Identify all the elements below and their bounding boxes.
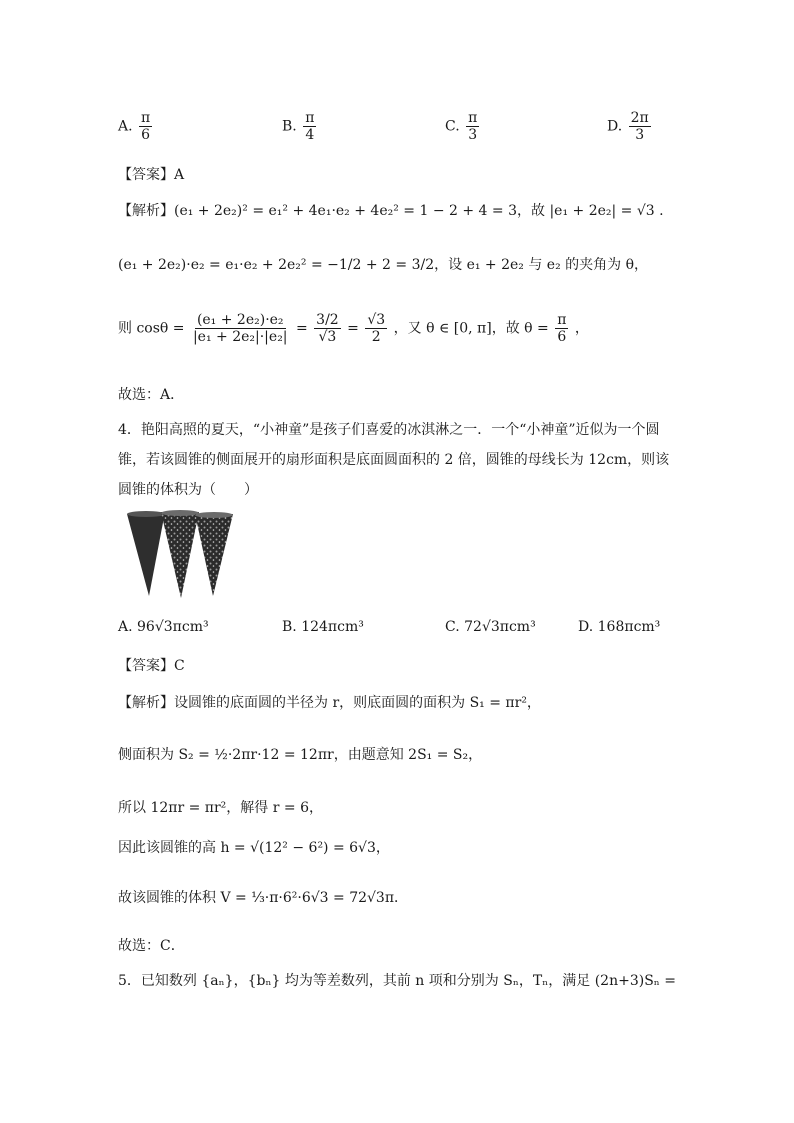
q3-option-c: C. $\frac{\pi}{3}$	[445, 110, 478, 144]
q3-analysis-line3: 则 cosθ = $\frac{\text{(e₁ + 2e₂)·e₂}}{\text{|e₁ + 2e₂|·|e₂|}}$ = $\frac{3/2}{√3}$ = $\frac{√3}{2}$ ，又 θ ∈ [0, π]，故 θ = $\frac{\pi}{6}$ ，	[118, 312, 589, 346]
ice-cream-cones-image	[125, 508, 235, 600]
q4-option-a: A. 96√3πcm³	[118, 619, 209, 635]
q3-option-a: A. $\frac{\pi}{6}$	[118, 110, 151, 144]
q4-analysis-line5: 故该圆锥的体积 V = ⅓·π·6²·6√3 = 72√3π．	[118, 890, 409, 906]
q4-option-b: B. 124πcm³	[282, 619, 364, 635]
q4-stem-line1: 4．艳阳高照的夏天，“小神童”是孩子们喜爱的冰淇淋之一．一个“小神童”近似为一个圆	[118, 422, 660, 438]
q5-stem-line1: 5．已知数列 {aₙ}，{bₙ} 均为等差数列，其前 n 项和分别为 Sₙ，Tₙ，满足 (2n+3)Sₙ =	[118, 973, 677, 989]
cone-middle	[161, 512, 199, 598]
q4-analysis-line2: 侧面积为 S₂ = ½·2πr·12 = 12πr，由题意知 2S₁ = S₂，	[118, 747, 483, 763]
cone-left	[127, 512, 165, 596]
q4-analysis-line1: 【解析】设圆锥的底面圆的半径为 r，则底面圆的面积为 S₁ = πr²，	[118, 695, 541, 711]
q4-option-c: C. 72√3πcm³	[445, 619, 536, 635]
cone-right	[195, 514, 233, 596]
q4-option-d: D. 168πcm³	[578, 619, 661, 635]
q4-analysis-line3: 所以 12πr = πr²，解得 r = 6，	[118, 800, 323, 816]
q4-conclusion: 故选：C．	[118, 938, 185, 954]
q3-analysis-line2: (e₁ + 2e₂)·e₂ = e₁·e₂ + 2e₂² = −1/2 + 2 = 3/2，设 e₁ + 2e₂ 与 e₂ 的夹角为 θ，	[118, 257, 649, 273]
q4-stem-line3: 圆锥的体积为（ ）	[118, 482, 258, 498]
q3-option-d: D. $\frac{2\pi}{3}$	[607, 110, 649, 144]
q3-option-b: B. $\frac{\pi}{4}$	[282, 110, 315, 144]
q3-answer: 【答案】A	[118, 167, 185, 183]
q4-answer: 【答案】C	[118, 658, 185, 674]
q4-analysis-line4: 因此该圆锥的高 h = √(12² − 6²) = 6√3，	[118, 840, 390, 856]
q3-conclusion: 故选：A．	[118, 387, 185, 403]
q4-stem-line2: 锥，若该圆锥的侧面展开的扇形面积是底面圆面积的 2 倍，圆锥的母线长为 12cm，则该	[118, 452, 670, 468]
q3-analysis-line1: 【解析】(e₁ + 2e₂)² = e₁² + 4e₁·e₂ + 4e₂² = 1 − 2 + 4 = 3，故 |e₁ + 2e₂| = √3 .	[118, 203, 664, 219]
